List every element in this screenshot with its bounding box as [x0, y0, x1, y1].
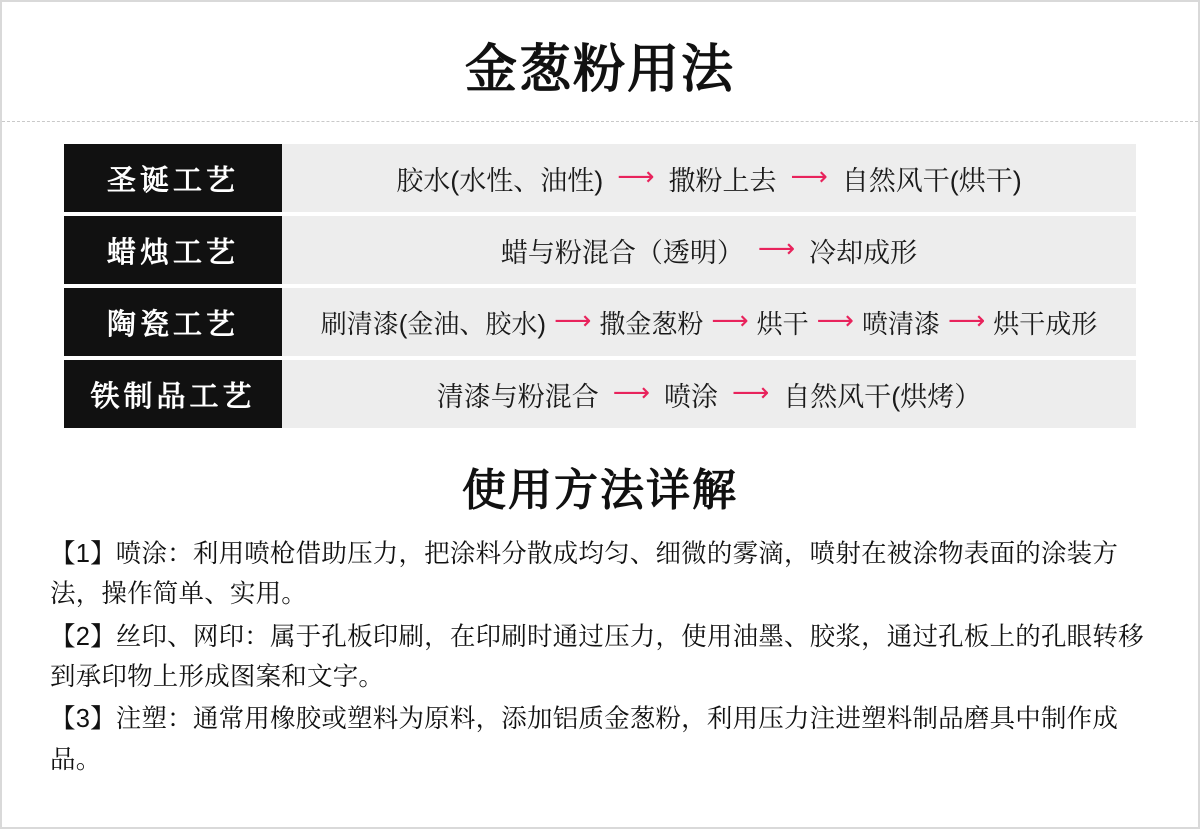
- paragraph-1: 【1】喷涂：利用喷枪借助压力，把涂料分散成均匀、细微的雾滴，喷射在被涂物表面的涂装方法，操作简单、实用。: [50, 540, 1119, 609]
- paragraph-2: 【2】丝印、网印：属于孔板印刷，在印刷时通过压力，使用油墨、胶浆，通过孔板上的孔眼转移到承印物上形成图案和文字。: [50, 622, 1144, 692]
- arrow-right-icon: ⟶: [790, 162, 828, 193]
- page-title: 金葱粉用法: [464, 41, 735, 99]
- arrow-right-icon: ⟶: [732, 378, 770, 409]
- step-text: 烘干成形: [993, 308, 1098, 339]
- table-row: [64, 216, 1136, 284]
- step-text: 撒金葱粉: [599, 308, 704, 339]
- row-label-candle: 蜡烛工艺: [64, 216, 282, 284]
- arrow-right-icon: ⟶: [554, 306, 592, 337]
- arrow-right-icon: ⟶: [617, 162, 655, 193]
- table-row: [64, 360, 1136, 428]
- arrow-right-icon: ⟶: [816, 306, 854, 337]
- row-label-christmas: 圣诞工艺: [64, 144, 282, 212]
- section-title: 使用方法详解: [462, 466, 738, 516]
- step-text: 烘干: [756, 308, 809, 339]
- title-divider: [2, 121, 1198, 122]
- step-text: 喷涂: [664, 381, 718, 412]
- process-table: [64, 144, 1136, 428]
- arrow-right-icon: ⟶: [612, 378, 650, 409]
- table-row: [64, 144, 1136, 212]
- arrow-right-icon: ⟶: [711, 306, 749, 337]
- arrow-right-icon: ⟶: [757, 234, 796, 265]
- step-text: 胶水(水性、油性): [396, 165, 604, 196]
- step-text: 自然风干(烘烤）: [783, 381, 982, 412]
- step-text: 蜡与粉混合（透明）: [500, 237, 744, 268]
- table-row: [64, 288, 1136, 356]
- usage-description: [32, 534, 1168, 780]
- document-content: [2, 2, 1198, 827]
- row-steps-ceramic: [282, 288, 1136, 356]
- row-steps-christmas: [282, 144, 1136, 212]
- step-text: 喷清漆: [861, 308, 940, 339]
- row-steps-ironware: [282, 360, 1136, 428]
- arrow-right-icon: ⟶: [947, 306, 986, 337]
- paragraph-3: 【3】注塑：通常用橡胶或塑料为原料，添加铝质金葱粉，利用压力注进塑料制品磨具中制作成品。: [50, 705, 1119, 774]
- row-label-ceramic: 陶瓷工艺: [64, 288, 282, 356]
- step-text: 清漆与粉混合: [436, 381, 599, 412]
- row-steps-candle: [282, 216, 1136, 284]
- row-label-ironware: 铁制品工艺: [64, 360, 282, 428]
- step-text: 自然风干(烘干): [841, 165, 1022, 196]
- step-text: 刷清漆(金油、胶水): [320, 308, 547, 339]
- step-text: 撒粉上去: [668, 165, 777, 196]
- step-text: 冷却成形: [809, 237, 918, 268]
